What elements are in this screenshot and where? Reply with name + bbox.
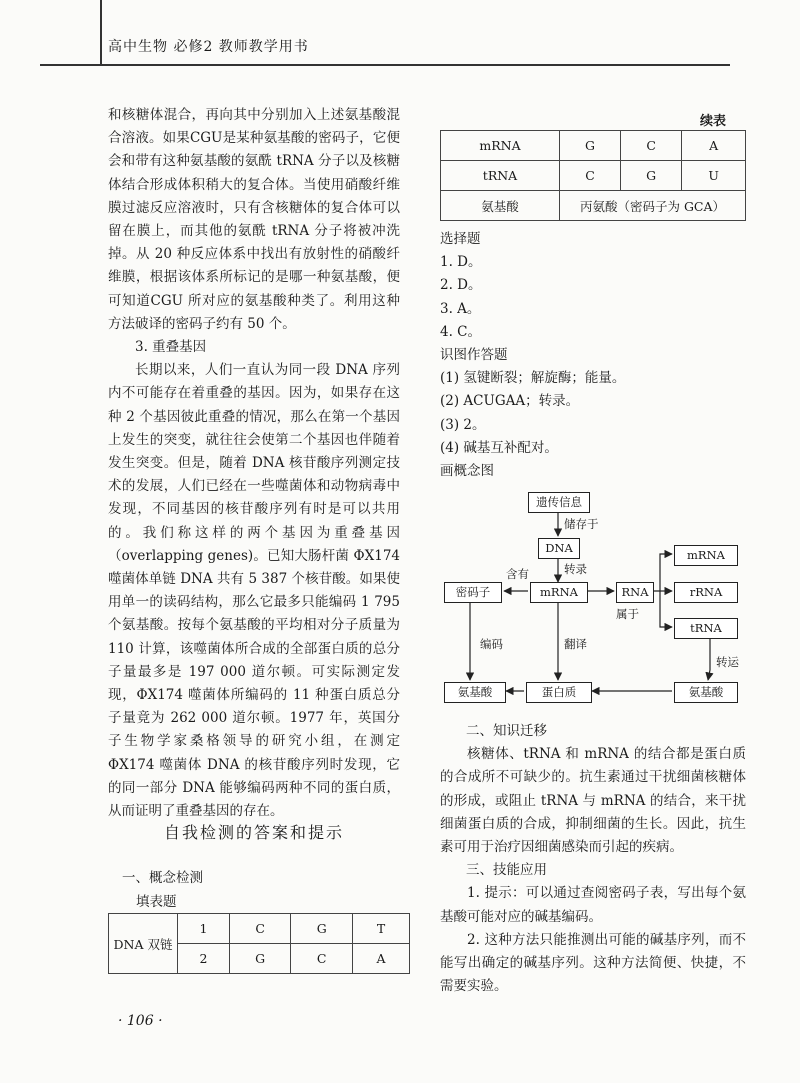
label-translation: 翻译 [564,637,587,651]
running-header: 高中生物 必修2 教师教学用书 [108,39,309,55]
box-dna: DNA [538,538,580,559]
table-cell: 氨基酸 [441,191,560,221]
list-item: (3) 2。 [440,416,486,433]
table-cell: C [560,161,621,191]
table-row [441,191,746,221]
table-cell: T [353,914,410,944]
left-column [108,104,400,823]
table-cell: A [353,944,410,974]
list-item: 3. A。 [440,300,481,317]
rna-table [440,130,746,221]
box-rna: RNA [616,582,654,603]
concept-check-heading: 一、概念检测 [122,870,203,886]
concept-map-heading: 画概念图 [440,463,494,480]
table-cell: G [291,914,353,944]
table-cell: mRNA [441,131,560,161]
box-protein: 蛋白质 [526,682,592,703]
table-row [441,131,746,161]
table-cell: G [621,161,682,191]
box-trna: tRNA [674,618,738,639]
paragraph-codon-method: 和核糖体混合，再向其中分别加入上述氨基酸混合溶液。如果CGU是某种氨基酸的密码子，它便会和带有这种氨基酸的氨酰 tRNA 分子以及核糖体结合形成体积稍大的复合体。当使用硝酸纤维膜过滤反应溶液时，只有含核糖体的复合体可以留在膜上，而其他的氨酰 tRNA 分子将被冲洗掉。从 20 种反应体系中找出有放射性的硝酸纤维膜，根据该体系所标记的是哪一种氨基酸，便可知道CGU 所对应的氨基酸种类了。利用这种方法破译的密码子约有 50 个。 [108,107,400,332]
table-cell: C [621,131,682,161]
table-cell: U [682,161,746,191]
table-cell: G [229,944,291,974]
table-cell: G [560,131,621,161]
skill-application-item-1: 1. 提示：可以通过查阅密码子表，写出每个氨基酸可能对应的碱基编码。 [440,885,746,925]
box-mrna-type: mRNA [674,545,738,566]
list-item: 4. C。 [440,323,482,340]
label-transcription: 转录 [564,562,587,576]
page-number: · 106 · [118,1013,163,1029]
table-row [441,161,746,191]
list-item: (1) 氢键断裂；解旋酶；能量。 [440,370,626,387]
box-codon: 密码子 [444,582,502,603]
box-amino-acid-left: 氨基酸 [444,682,506,703]
table-row [109,914,410,944]
list-item: 2. D。 [440,277,482,294]
label-belongs-to: 属于 [616,607,639,621]
header-rule [40,64,730,66]
choice-heading: 选择题 [440,231,481,247]
header-vertical-rule [100,0,102,66]
knowledge-transfer-section [440,720,746,998]
fill-table-heading: 填表题 [136,894,177,910]
answers-list [440,228,746,483]
table-cell: 2 [178,944,230,974]
subheading-overlapping-genes: 3. 重叠基因 [135,339,207,356]
knowledge-transfer-heading: 二、知识迁移 [466,723,547,739]
concept-map [440,486,760,716]
label-stored-in: 储存于 [564,517,599,531]
table-cell: A [682,131,746,161]
skill-application-heading: 三、技能应用 [466,862,547,879]
label-contains: 含有 [506,567,529,581]
table-cell: tRNA [441,161,560,191]
list-item: (2) ACUGAA；转录。 [440,393,580,410]
continued-label: 续表 [700,114,727,129]
table-cell: 丙氨酸（密码子为 GCA） [560,191,746,221]
label-encodes: 编码 [480,637,503,651]
table-cell: 1 [178,914,230,944]
list-item: (4) 碱基互补配对。 [440,439,558,456]
paragraph-overlapping-genes: 长期以来，人们一直认为同一段 DNA 序列内不可能存在着重叠的基因。因为，如果存在这种 2 个基因彼此重叠的情况，那么在第一个基因上发生的突变，就往往会使第二个基因也伴随着发生突变。但是，随着 DNA 核苷酸序列测定技术的发展，人们已经在一些噬菌体和动物病毒中发现，不同基因的核苷酸序列有时是可以共用的。我们称这样的两个基因为重叠基因（overlapping genes)。已知大肠杆菌 ΦX174 噬菌体单链 DNA 共有 5 387 个核苷酸。如果使用单一的读码结构，那么它最多只能编码 1 795 个氨基酸。按每个氨基酸的平均相对分子质量为 110 计算，该噬菌体所合成的全部蛋白质的总分子量最多是 197 000 道尔顿。可实际测定发现，ΦX174 噬菌体所编码的 11 种蛋白质总分子量竟为 262 000 道尔顿。1977 年，英国分子生物学家桑格领导的研究小组，在测定 ΦX174 噬菌体 DNA 的核苷酸序列时发现，它的同一部分 DNA 能够编码两种不同的蛋白质，从而证明了重叠基因的存在。 [108,362,400,820]
table-cell: C [229,914,291,944]
table-cell: DNA 双链 [109,914,178,974]
section-title: 自我检测的答案和提示 [163,823,344,842]
box-genetic-info: 遗传信息 [528,492,590,513]
table-cell: C [291,944,353,974]
label-transports: 转运 [716,655,739,669]
list-item: 1. D。 [440,254,482,271]
box-amino-acid-right: 氨基酸 [674,682,738,703]
dna-table [108,913,410,974]
skill-application-item-2: 2. 这种方法只能推测出可能的碱基序列，而不能写出确定的碱基序列。这种方法简便、快捷，不需要实验。 [440,931,746,995]
figure-question-heading: 识图作答题 [440,347,508,364]
box-rrna: rRNA [674,582,738,603]
box-mrna: mRNA [530,582,588,603]
knowledge-transfer-text: 核糖体、tRNA 和 mRNA 的结合都是蛋白质的合成所不可缺少的。抗生素通过干扰细菌核糖体的形成，或阻止 tRNA 与 mRNA 的结合，来干扰细菌蛋白质的合成，抑制细菌的生长。因此，抗生素可用于治疗因细菌感染而引起的疾病。 [440,746,746,856]
